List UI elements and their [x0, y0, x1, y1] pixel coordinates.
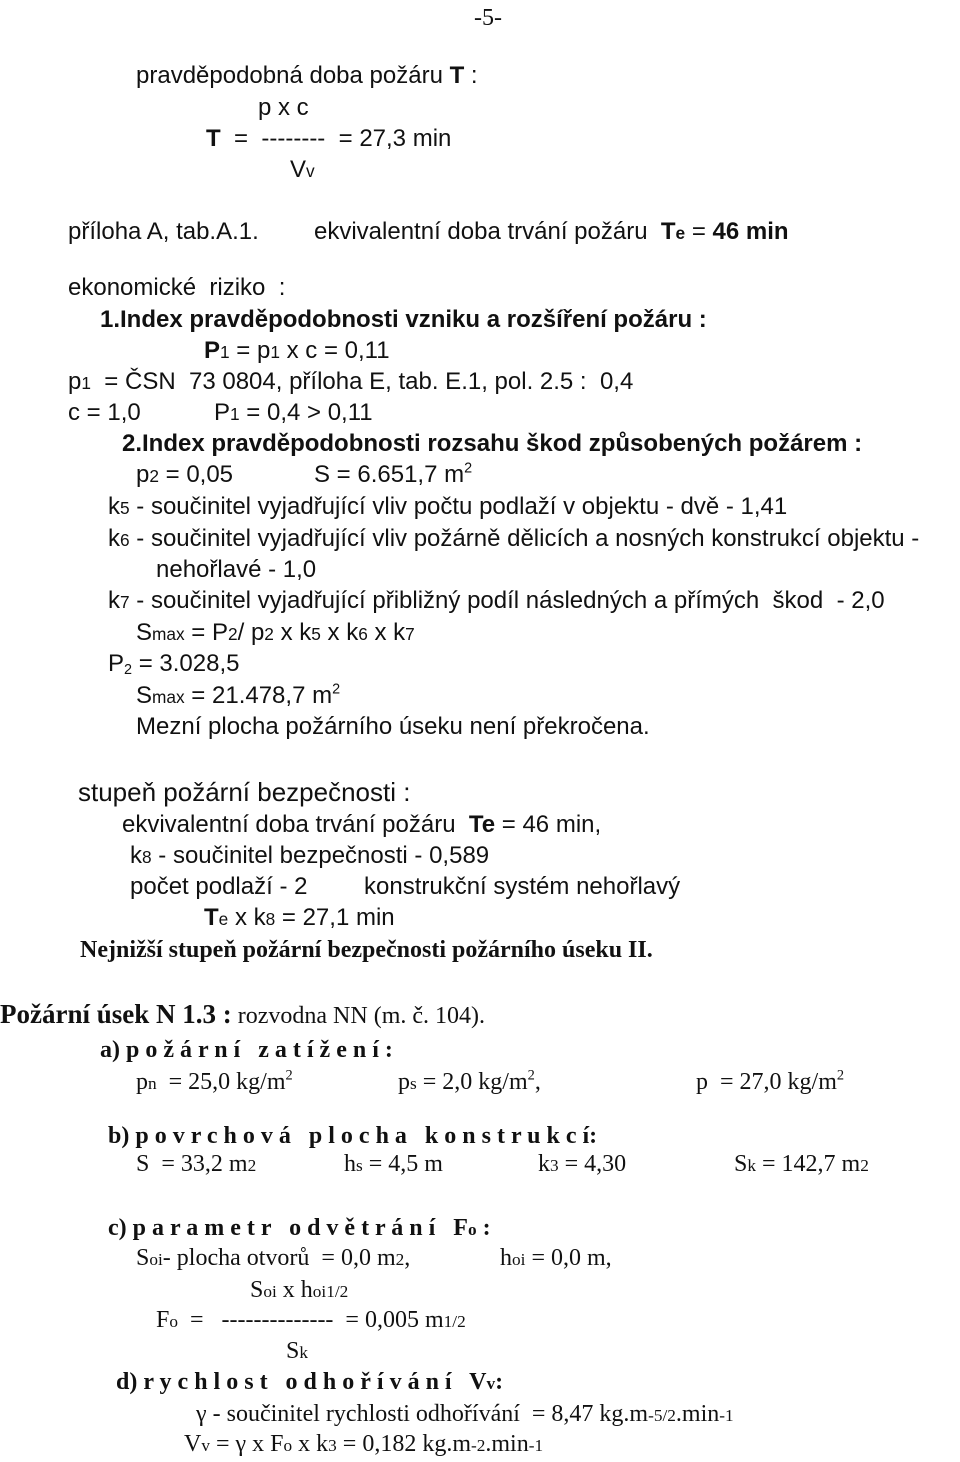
- page-number: -5-: [474, 5, 502, 31]
- pn-value: pn = 25,0 $kg/m^2$: [136, 1067, 293, 1095]
- ventilation-heading: c) p a r a m e t r o d v ě t r á n í Fo :: [108, 1215, 491, 1241]
- soi-value: Soi- plocha otvorů = 0,0 m2,: [136, 1245, 411, 1271]
- S-value: S = 33,2 m2: [136, 1151, 257, 1177]
- surface-area-heading: b) p o v r c h o v á p l o c h a k o n s t r u k c í:: [108, 1123, 598, 1149]
- fire-duration-title: pravděpodobná doba požáru T :: [136, 62, 478, 89]
- hs-value: hs = 4,5 m: [344, 1151, 443, 1177]
- k7-line: k7 - součinitel vyjadřující přibližný podíl následných a přímých škod - 2,0: [108, 587, 885, 614]
- k8-line: k8 - součinitel bezpečnosti - 0,589: [130, 842, 490, 869]
- ps-value: ps = 2,0 $kg/m^2$,: [398, 1067, 541, 1095]
- equivalent-duration-line: ekvivalentní doba trvání požáru Te = 46 min,: [122, 811, 602, 838]
- c-value-line: c = 1,0: [68, 399, 141, 426]
- k5-line: k5 - součinitel vyjadřující vliv počtu podlaží v objektu - dvě - 1,41: [108, 493, 788, 520]
- hoi-value: hoi = 0,0 m,: [500, 1245, 612, 1271]
- gamma-line: γ - součinitel rychlosti odhořívání = 8,47 kg.m-5/2.min-1: [196, 1401, 734, 1427]
- fire-duration-equation: T = -------- = 27,3 min: [206, 125, 452, 152]
- fraction-numerator: p x c: [258, 94, 309, 121]
- construction-system: konstrukční systém nehořlavý: [364, 873, 681, 900]
- k6-line: k6 - součinitel vyjadřující vliv požárně dělicích a nosných konstrukcí objektu -: [108, 525, 920, 552]
- P2-value: $P_2 = 3.028,5$: [108, 650, 240, 678]
- k3-value: k3 = 4,30: [538, 1151, 627, 1177]
- fraction-denominator: Vv: [290, 156, 315, 183]
- floor-count: počet podlaží - 2: [130, 873, 308, 900]
- area-S-value: S = 6.651,7 $m^2$: [314, 460, 473, 488]
- Sk-value: Sk = 142,7 m2: [734, 1151, 869, 1177]
- vv-equation: Vv = γ x Fo x k3 = 0,182 kg.m-2.min-1: [184, 1431, 544, 1457]
- smax-value: Smax = 21.478,7 $m^2$: [136, 681, 341, 709]
- safety-degree-conclusion: Nejnižší stupeň požární bezpečnosti požárního úseku II.: [80, 937, 653, 963]
- fire-load-heading: a) p o ž á r n í z a t í ž e n í :: [100, 1037, 393, 1063]
- index-2-heading: 2.Index pravděpodobnosti rozsahu škod způsobených požárem :: [122, 430, 863, 457]
- k6-continuation: nehořlavé - 1,0: [156, 556, 317, 583]
- p1-value-line: p1 = ČSN 73 0804, příloha E, tab. E.1, pol. 2.5 : 0,4: [68, 368, 634, 395]
- smax-formula: Smax = P2/ p2 x k5 x k6 x k7: [136, 619, 415, 646]
- burn-rate-heading: d) r y c h l o s t o d h o ř í v á n í Vv:: [116, 1369, 504, 1395]
- p-total-value: p = 27,0 $kg/m^2$: [696, 1067, 845, 1095]
- P1-comparison: P1 = 0,4 > 0,11: [214, 399, 373, 426]
- fo-numerator: Soi x hoi1/2: [250, 1277, 349, 1303]
- index-1-heading: 1.Index pravděpodobnosti vzniku a rozšíření požáru :: [100, 306, 707, 333]
- annex-reference: příloha A, tab.A.1.: [68, 218, 259, 245]
- equivalent-duration: ekvivalentní doba trvání požáru Te = 46 min: [314, 218, 789, 245]
- economic-risk-heading: ekonomické riziko :: [68, 274, 286, 301]
- safety-degree-heading: stupeň požární bezpečnosti :: [78, 777, 411, 807]
- limit-area-note: Mezní plocha požárního úseku není překročena.: [136, 713, 650, 740]
- p2-value: p2 = 0,05: [136, 461, 234, 488]
- te-k8-product: Te x k8 = 27,1 min: [204, 904, 395, 931]
- p1-equation: P1 = p1 x c = 0,11: [204, 337, 390, 364]
- fire-section-title: Požární úsek N 1.3 : rozvodna NN (m. č. 104).: [0, 999, 486, 1029]
- fo-equation: Fo = -------------- = 0,005 m1/2: [156, 1307, 466, 1333]
- fo-denominator: Sk: [286, 1338, 308, 1364]
